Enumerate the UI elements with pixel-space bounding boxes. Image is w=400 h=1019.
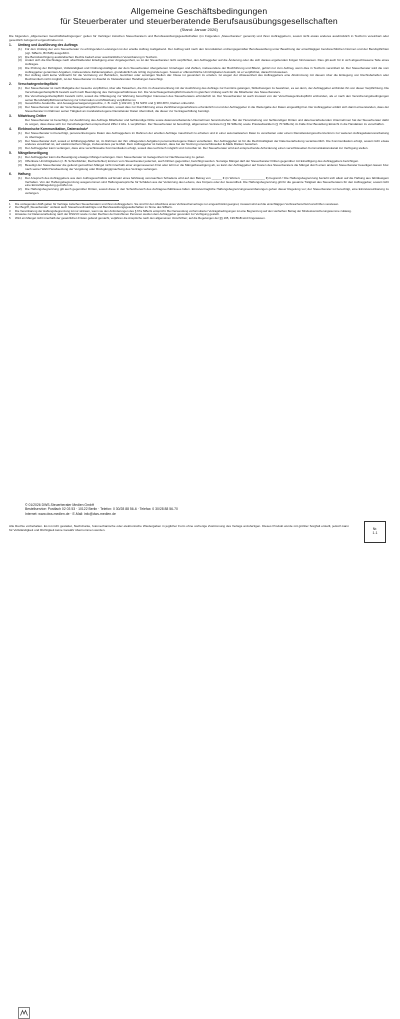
item-label: (1) bbox=[18, 131, 22, 136]
item-label: (3) bbox=[18, 146, 22, 151]
section-item bbox=[9, 188, 389, 196]
item-text: Der Steuerberater ist nach Maßgabe der Gesetze verpflichtet, über alle Tatsachen, die ihm im Zusammenhang mit der Ausführung des Auftrags zur Kenntnis gelangen, Stillschweigen zu bewahren, es sei denn, der Auftraggeber entbindet ihn von dieser Verpflichtung. Die Verschwiegenheitspflicht besteht auch nach Beendigung des Vertragsverhältnisses fort. Die Verschwiegenheitspflicht besteht im gleichen Umfang auch für die Mitarbeiter des Steuerberaters. bbox=[25, 86, 389, 95]
title-line-1: Allgemeine Geschäftsbedingungen bbox=[130, 6, 268, 16]
item-text: Für den Umfang der vom Steuerberater zu erbringenden Leistungen ist der erteilte Auftrag maßgebend. Der Auftrag wird nach den Grundsätzen ordnungsgemäßer Berufsausübung unter Beachtung der einschlägigen berufsrechtlichen Normen und der Berufspflichten (vgl. StBerG, BOStB) ausgeführt. bbox=[25, 47, 389, 55]
item-label: (3) bbox=[18, 162, 22, 167]
item-text: Der Steuerberater darf, soweit er Erfüllungsgehilfen ist, im Rahmen der ihm obliegenden Aufgaben personenbezogene Daten verarbeiten. Der Auftraggeber ist für die Rechtmäßigkeit der Datenverarbeitung verantwortlich. Die Kommunikation erfolgt, soweit nicht etwas anderes vereinbart ist, auf elektronischem Wege, insbesondere per E-Mail. Dem Auftraggeber ist bekannt, dass bei der Nutzung unverschlüsselter E-Mails Risiken bestehen. bbox=[25, 138, 389, 147]
item-text: Beseitigt der Steuerberater die geltend gemachten Mängel nicht innerhalb einer angemessenen Frist oder lehnt er die Mängelbeseitigung ab, so kann der Auftraggeber auf Kosten des Steuerberaters die Mängel durch einen anderen Steuerberater beseitigen lassen bzw. nach seiner Wahl Herabsetzung der Vergütung oder Rückgängigmachung des Vertrags verlangen. bbox=[25, 162, 389, 171]
item-label: (5) bbox=[18, 73, 22, 78]
publisher-logo-icon bbox=[18, 1007, 30, 1019]
item-text: Die Berücksichtigung ausländischen Rechts bedarf einer ausdrücklichen Vereinbarung in Textform. bbox=[25, 54, 159, 59]
section-number: 6. bbox=[9, 171, 12, 176]
footnote-divider bbox=[9, 200, 119, 201]
item-text: Der Auftraggeber kann verlangen, dass eine verschlüsselte Kommunikation erfolgt, soweit dies technisch möglich und zumutbar ist. Der Steuerberater wird auf entsprechende Anforderung einen verschlüsselten Kommunikationskanal zur Verfügung stellen. bbox=[25, 146, 369, 151]
item-label: (2) bbox=[18, 54, 22, 59]
footnote-text: Die vorliegenden AGB gelten für Verträge zwischen Steuerberatern und ihren Auftraggebern. Sie sind für den Abschluss eines Verbrauchervertrags nur eingeschränkt geeignet; insoweit wird auf die einschlägigen Verbraucherschutzvorschriften verwiesen. bbox=[15, 201, 340, 206]
document-stand: (Stand: Januar 2026) bbox=[180, 27, 218, 32]
section-item bbox=[9, 164, 389, 172]
disclaimer-text: Alle Rechte vorbehalten. Es ist nicht gestattet, Nachdrucke, fotomechanische oder elektronische Wiedergaben in jeglicher Form ohne vorherige Zustimmung des Verlags anzufertigen. Dieses Produkt wurde mit größter Sorgfalt erstellt, jedoch kann für Vollständigkeit und Richtigkeit keine Gewähr übernommen werden. bbox=[9, 524, 349, 532]
footnote-number: 2 bbox=[9, 205, 11, 210]
footnote-number: 3 bbox=[9, 208, 11, 213]
footnote-number: 5 bbox=[9, 215, 11, 220]
form-number-box bbox=[364, 521, 386, 543]
form-number-value: 1.1 bbox=[372, 531, 378, 536]
item-text: Die Prüfung der Richtigkeit, Vollständigkeit und Ordnungsmäßigkeit der dem Steuerberater übergebenen Unterlagen und Zahlen, insbesondere der Buchführung und Bilanz, gehört nur zum Auftrag, wenn dies in Textform vereinbart ist. Der Steuerberater wird die vom Auftraggeber genannten Angaben, insbesondere Zahlenangaben, grundsätzlich als richtig zugrunde legen. Soweit er offensichtliche Unrichtigkeiten feststellt, ist er verpflichtet, darauf hinzuweisen. bbox=[25, 65, 389, 74]
item-label: (3) bbox=[18, 101, 22, 106]
section-number: 2. bbox=[9, 82, 12, 87]
item-text: Der Anspruch des Auftraggebers aus dem Auftragsverhältnis auf Ersatz eines fahrlässig verursachten Schadens wird auf den Betrag von ______ € (in Worten: ______________ €) begrenzt.³ Die Haftungsbegrenzung bezieht sich allein auf die Haftung aus fahrlässigem Verhalten. Von der Haftungsbegrenzung ausgenommen sind Haftungsansprüche für Schäden aus der Verletzung des Lebens, des Körpers oder der Gesundheit. Die Haftungsbegrenzung gilt für die gesamte Tätigkeit des Steuerberaters für den Auftraggeber, soweit nicht eine Einzelfallregelung getroffen ist. bbox=[25, 175, 389, 188]
section-number: 1. bbox=[9, 43, 12, 48]
document-page bbox=[9, 6, 389, 221]
section-title: Verschwiegenheitspflicht bbox=[18, 82, 58, 87]
footnotes-container bbox=[9, 203, 389, 221]
item-text: Der Steuerberater ist berechtigt, zur Ausführung des Auftrags Mitarbeiter und fachkundige Dritte sowie datenverarbeitende Unternehmen heranzuziehen. Bei der Heranziehung von fachkundigen Dritten und datenverarbeitenden Unternehmen hat der Steuerberater dafür zu sorgen, dass diese sich zur Verschwiegenheit entsprechend Ziffer 2 Abs. 1 verpflichten. Der Steuerberater ist berechtigt, allgemeinen Vertretern (§ 69 StBerG) sowie Praxisabwicklern (§ 70 StBerG) im Falle ihrer Bestellung Einsicht in die Handakten zu verschaffen. bbox=[25, 118, 389, 126]
section-title: Elektronische Kommunikation, Datenschutz² bbox=[18, 127, 88, 132]
section-title: Umfang und Ausführung des Auftrags bbox=[18, 43, 78, 48]
footnote-text: Wird ein Mangel nicht innerhalb der gesetzlichen Fristen geltend gemacht, verjähren die Ansprüche nach den allgemeinen Vorschriften; auf die Regelungen der §§ 195, 199 BGB wird hingewiesen. bbox=[15, 215, 266, 220]
footnote bbox=[9, 217, 389, 221]
publisher-line-3: Internet: www.dws-medien.de · E-Mail: info@dws-medien.de bbox=[25, 511, 116, 516]
item-text: Offenbare Unrichtigkeiten (z. B. Schreibfehler, Rechenfehler) können vom Steuerberater jederzeit, auch Dritten gegenüber, berichtigt werden. Sonstige Mängel darf der Steuerberater Dritten gegenüber mit Einwilligung des Auftraggebers berichtigen. bbox=[25, 159, 359, 164]
section-item bbox=[9, 74, 389, 82]
item-label: (1) bbox=[18, 86, 22, 91]
footnote-number: 1 bbox=[9, 201, 11, 206]
item-text: Ändert sich die Rechtslage nach abschließender Erledigung einer Angelegenheit, so ist der Steuerberater nicht verpflichtet, den Auftraggeber auf die Änderung oder die sich daraus ergebenden Folgen hinzuweisen. Dies gilt auch für in sich abgeschlossene Teile eines Auftrages. bbox=[25, 58, 389, 67]
section bbox=[9, 152, 389, 171]
item-text: Der Auftrag stellt keine Vollmacht für die Vertretung vor Behörden, Gerichten oder sonstigen Stellen dar. Diese ist gesondert zu erteilen. Ist wegen der Abwesenheit des Auftraggebers eine Abstimmung mit diesem über die Einlegung von Rechtsbehelfen oder Rechtsmitteln nicht möglich, ist der Steuerberater im Zweifel zu fristwahrenden Handlungen berechtigt. bbox=[25, 73, 389, 82]
item-label: (2) bbox=[18, 159, 22, 164]
item-text: Die Haftungsbegrenzung gilt auch gegenüber Dritten, soweit diese in den Schutzbereich des Auftragsverhältnisses fallen. Einzelvertragliche Haftungsbegrenzungsvereinbarungen gehen dieser Regelung vor; der Steuerberater ist berechtigt, eine Einzelvereinbarung zu verlangen. bbox=[25, 187, 389, 195]
section-item bbox=[9, 147, 389, 151]
item-label: (4) bbox=[18, 65, 22, 70]
footnote-text: Hinweise zur Datenverarbeitung nach der DSGVO sowie zu den Rechten der betroffenen Personen werden dem Auftraggeber gesondert zur Verfügung gestellt. bbox=[15, 212, 220, 217]
section-item bbox=[9, 119, 389, 127]
item-label: (2) bbox=[18, 187, 22, 192]
footnote-text: Die Vereinbarung der Haftungsbegrenzung ist nur wirksam, wenn sie den Anforderungen des § 67a StBerG entspricht. Bei Verwendung vorformulierter Vertragsbedingungen ist eine Begrenzung auf den vierfachen Betrag der Mindestversicherungssumme zulässig. bbox=[15, 208, 352, 213]
sections-container bbox=[9, 44, 389, 195]
item-label: (3) bbox=[18, 58, 22, 63]
section bbox=[9, 44, 389, 82]
form-number-label: Nr. bbox=[372, 527, 378, 531]
section-number: 4. bbox=[9, 127, 12, 132]
title-line-2: für Steuerberater und steuerberatende Berufsausübungsgesellschaften bbox=[60, 16, 338, 26]
item-label: (4) bbox=[18, 105, 22, 110]
publisher-line-2: Bestellservice: Postfach 02 03 53 · 10122 Berlin · Telefon: 0 30/28 88 56-6 · Telefax: 0 30/28 88 56-70 bbox=[25, 507, 178, 512]
item-text: Die Verschwiegenheitspflicht besteht nicht, soweit die Offenlegung zur Wahrung berechtigter Interessen des Steuerberaters erforderlich ist. Der Steuerberater ist auch insoweit von der Verschwiegenheitspflicht entbunden, als er nach den Versicherungsbedingungen seiner Berufshaftpflichtversicherung zur Information und Mitwirkung verpflichtet ist. bbox=[25, 93, 389, 102]
item-label: (2) bbox=[18, 93, 22, 98]
section-number: 3. bbox=[9, 114, 12, 119]
publisher-line-1: © 01/2026 DWS-Steuerberater Medien GmbH bbox=[25, 503, 95, 507]
section bbox=[9, 128, 389, 151]
publisher-block bbox=[9, 503, 339, 516]
item-label: (1) bbox=[18, 175, 22, 180]
section-title: Haftung bbox=[18, 171, 31, 176]
footnote-text: Der Begriff „Steuerberater“ umfasst auch Steuerbevollmächtigte und Berufsausübungsgesellschaften im Sinne des StBerG. bbox=[15, 205, 173, 210]
item-text: Der Steuerberater ist von der Verschwiegenheitspflicht entbunden, soweit dies zur Durchführung eines Zertifizierungsverfahrens erforderlich ist und der Auftraggeber in die Weitergabe der Daten eingewilligt hat. Der Auftraggeber erklärt sich damit einverstanden, dass der Steuerberater im Rahmen seiner Tätigkeit an mandatsbezogene Dienstleister Daten übermittelt, die dieser zur Vertragserfüllung benötigt. bbox=[25, 105, 389, 113]
section bbox=[9, 115, 389, 126]
section-title: Mängelbeseitigung bbox=[18, 151, 48, 156]
item-label: (1) bbox=[18, 155, 22, 160]
section bbox=[9, 83, 389, 113]
item-label bbox=[18, 119, 25, 127]
footnote-number: 4 bbox=[9, 212, 11, 217]
item-text: Gesetzliche Auskunfts- und Aussageverweigerungsrechte, z. B. nach § 102 AO, § 53 StPO und § 383 ZPO, bleiben unberührt. bbox=[25, 101, 196, 106]
section-item bbox=[9, 106, 389, 114]
document-title bbox=[9, 6, 389, 26]
section bbox=[9, 173, 389, 196]
section-number: 5. bbox=[9, 151, 12, 156]
item-text: Der Steuerberater ist berechtigt, personenbezogene Daten des Auftraggebers im Rahmen der erteilten Aufträge maschinell zu erheben und in einer automatisierten Datei zu verarbeiten oder einem Dienstleistungsrechenzentrum zur weiteren Auftragsdatenverarbeitung zu übertragen. bbox=[25, 131, 389, 139]
item-label: (1) bbox=[18, 47, 22, 52]
item-label: (2) bbox=[18, 138, 22, 143]
intro-paragraph: Die folgenden „Allgemeinen Geschäftsbedingungen“ gelten für Verträge¹ zwischen Steuerberatern und Berufsausübungsgesellschaften (im Folgenden „Steuerberater“ genannt) und ihren Auftraggebern, soweit nicht etwas anderes ausdrücklich in Textform vereinbart oder gesetzlich zwingend vorgeschrieben ist. bbox=[9, 34, 389, 42]
item-text: Der Auftraggeber kann die Beseitigung etwaiger Mängel verlangen. Dem Steuerberater ist Gelegenheit zur Nachbesserung zu geben. bbox=[25, 155, 206, 160]
section-title: Mitwirkung Dritter bbox=[18, 114, 47, 119]
